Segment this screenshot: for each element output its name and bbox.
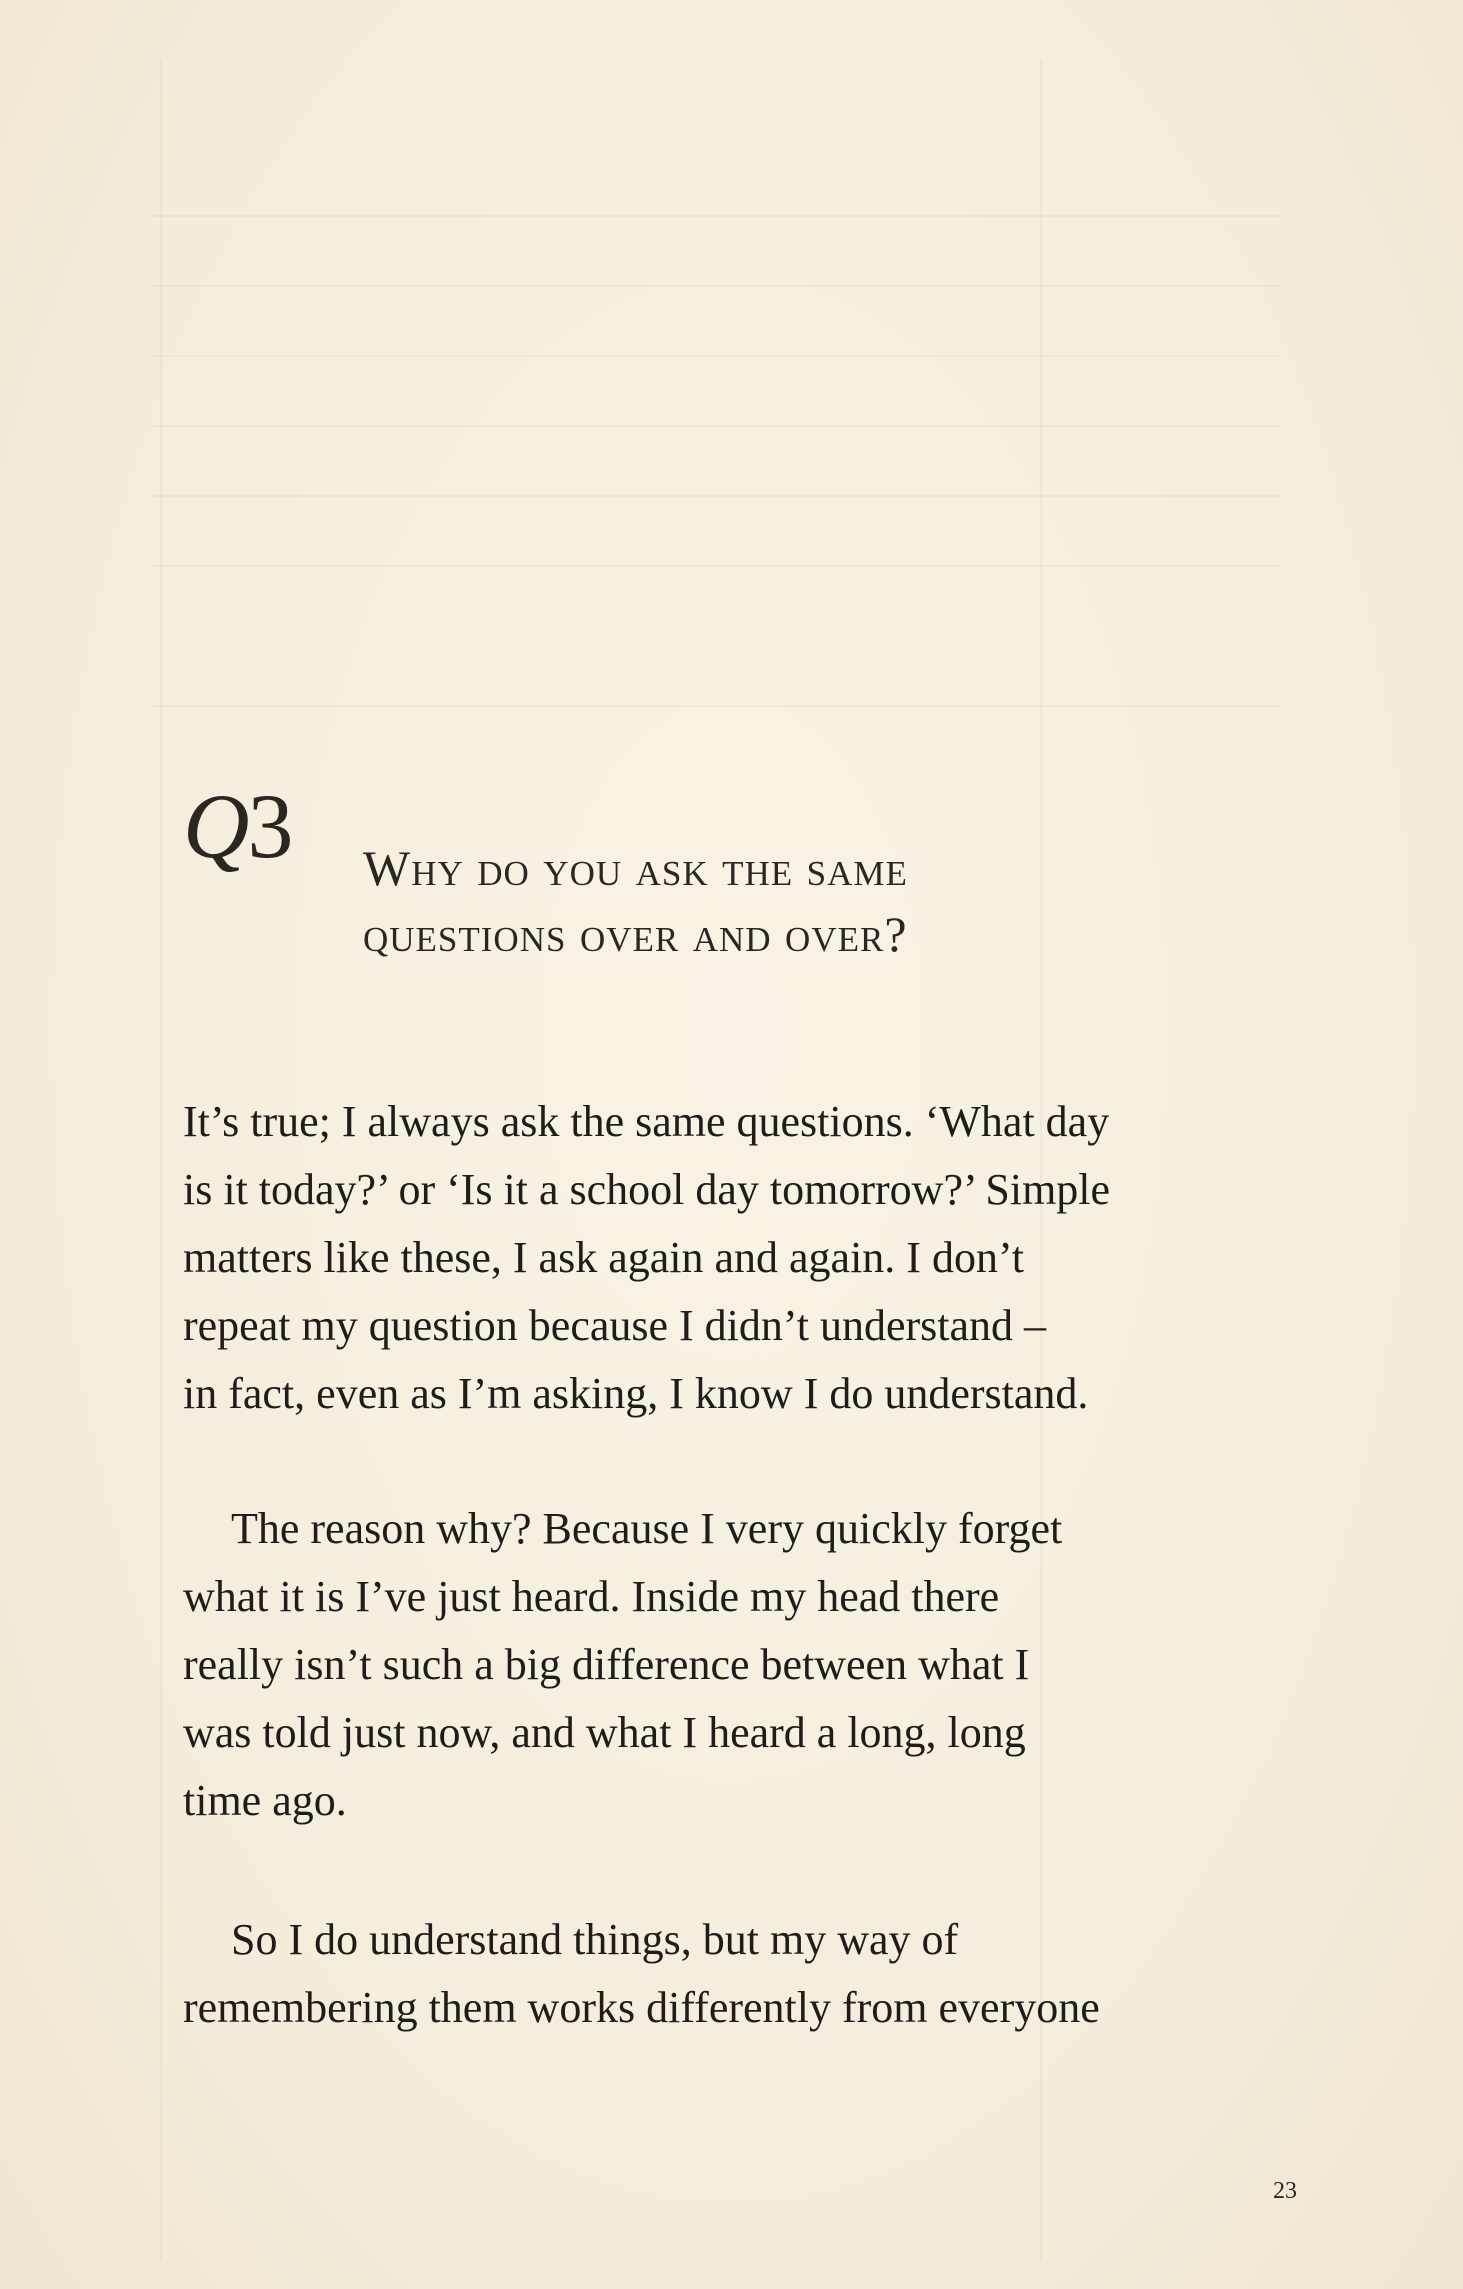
paragraph-line: time ago. bbox=[183, 1776, 347, 1825]
paragraph-2 bbox=[183, 1495, 1298, 1835]
bleed-through-mark bbox=[150, 565, 1280, 567]
bleed-through-mark bbox=[150, 425, 1280, 427]
paragraph-line: was told just now, and what I heard a long, long bbox=[183, 1708, 1026, 1757]
paragraph-1 bbox=[183, 1088, 1298, 1428]
paragraph-line: repeat my question because I didn’t understand – bbox=[183, 1301, 1047, 1350]
bleed-through-mark bbox=[150, 355, 1280, 357]
paragraph-line: is it today?’ or ‘Is it a school day tomorrow?’ Simple bbox=[183, 1165, 1111, 1214]
question-header bbox=[183, 775, 1303, 980]
paragraph-line: It’s true; I always ask the same questions. ‘What day bbox=[183, 1097, 1110, 1146]
question-title bbox=[363, 835, 908, 967]
bleed-through-mark bbox=[150, 495, 1280, 497]
paragraph-line: what it is I’ve just heard. Inside my head there bbox=[183, 1572, 1000, 1621]
page-number: 23 bbox=[1273, 2178, 1297, 2204]
paragraph-line: really isn’t such a big difference between what I bbox=[183, 1640, 1030, 1689]
bleed-through-mark bbox=[150, 215, 1280, 217]
paragraph-3 bbox=[183, 1906, 1298, 2042]
question-title-line-1: Why do you ask the same bbox=[363, 840, 908, 896]
question-digit: 3 bbox=[247, 775, 292, 877]
question-number bbox=[183, 775, 292, 877]
bleed-through-mark bbox=[150, 285, 1280, 287]
paragraph-line: in fact, even as I’m asking, I know I do understand. bbox=[183, 1369, 1089, 1418]
question-title-line-2: questions over and over? bbox=[363, 906, 908, 962]
paragraph-line: The reason why? Because I very quickly forget bbox=[231, 1504, 1063, 1553]
paragraph-line: remembering them works differently from everyone bbox=[183, 1983, 1100, 2032]
paragraph-line: matters like these, I ask again and again. I don’t bbox=[183, 1233, 1025, 1282]
paragraph-line: So I do understand things, but my way of bbox=[231, 1915, 959, 1964]
bleed-through-mark bbox=[160, 60, 162, 2260]
bleed-through-mark bbox=[150, 705, 1280, 707]
question-letter: Q bbox=[183, 775, 248, 877]
